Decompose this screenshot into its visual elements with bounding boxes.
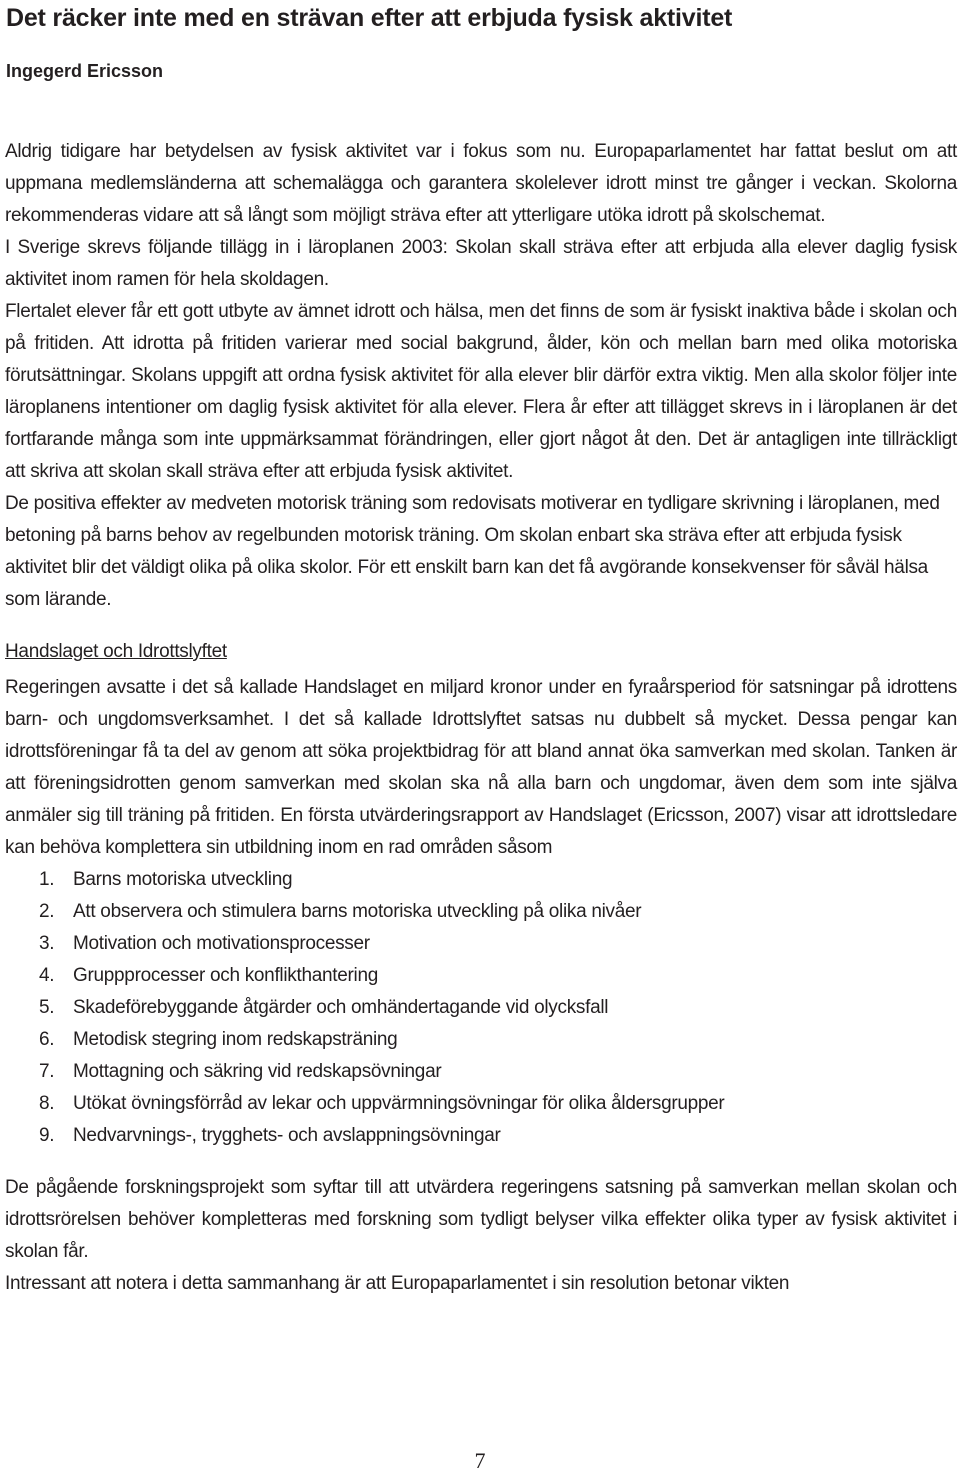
list-number: 1.	[39, 869, 55, 890]
page-number: 7	[474, 1448, 486, 1473]
list-number: 4.	[39, 965, 55, 986]
author-name: Ingegerd Ericsson	[6, 61, 164, 81]
list-number: 2.	[39, 901, 55, 922]
list-item	[39, 992, 957, 1024]
paragraph: I Sverige skrevs följande tillägg in i läroplanen 2003: Skolan skall sträva efter att erbjuda alla elever daglig fysisk aktivitet inom ramen för hela skoldagen.	[5, 237, 957, 290]
list-text: Mottagning och säkring vid redskapsövningar	[73, 1061, 442, 1082]
list-text: Skadeförebyggande åtgärder och omhändertagande vid olycksfall	[73, 997, 609, 1018]
list-text: Utökat övningsförråd av lekar och uppvärmningsövningar för olika åldersgrupper	[73, 1093, 725, 1114]
numbered-list	[5, 864, 957, 1152]
list-item	[39, 1024, 957, 1056]
article-body	[5, 136, 957, 1300]
list-number: 6.	[39, 1029, 55, 1050]
article-title: Det räcker inte med en strävan efter att erbjuda fysisk aktivitet	[6, 4, 733, 32]
list-text: Gruppprocesser och konflikthantering	[73, 965, 378, 986]
list-text: Nedvarvnings-, trygghets- och avslappningsövningar	[73, 1125, 501, 1146]
list-text: Metodisk stegring inom redskapsträning	[73, 1029, 398, 1050]
list-number: 5.	[39, 997, 55, 1018]
list-text: Barns motoriska utveckling	[73, 869, 293, 890]
paragraph: Regeringen avsatte i det så kallade Handslaget en miljard kronor under en fyraårsperiod för satsningar på idrottens barn- och ungdomsverksamhet. I det så kallade Idrottslyftet satsas nu dubbelt så mycket. Dessa pengar kan idrottsföreningar få ta del av genom att söka projektbidrag för att bland annat öka samverkan med skolan. Tanken är att föreningsidrotten genom samverkan med skolan ska nå alla barn och ungdomar, även dem som inte själva anmäler sig till träning på fritiden. En första utvärderingsrapport av Handslaget (Ericsson, 2007) visar att idrottsledare kan behöva komplettera sin utbildning inom en rad områden såsom	[5, 677, 957, 858]
spacer	[5, 1152, 957, 1172]
list-item	[39, 1120, 957, 1152]
list-item	[39, 896, 957, 928]
paragraph: Intressant att notera i detta sammanhang är att Europaparlamentet i sin resolution betonar vikten	[5, 1273, 790, 1294]
paragraph: De pågående forskningsprojekt som syftar till att utvärdera regeringens satsning på samverkan mellan skolan och idrottsrörelsen behöver kompletteras med forskning som tydligt belyser vilka effekter olika typer av fysisk aktivitet i skolan får.	[5, 1177, 957, 1262]
section-heading: Handslaget och Idrottslyftet	[5, 641, 227, 662]
list-number: 8.	[39, 1093, 55, 1114]
list-item	[39, 1056, 957, 1088]
list-item	[39, 960, 957, 992]
paragraph: Flertalet elever får ett gott utbyte av ämnet idrott och hälsa, men det finns de som är fysiskt inaktiva både i skolan och på fritiden. Att idrotta på fritiden varierar med social bakgrund, ålder, kön och mellan barn med olika motoriska förutsättningar. Skolans uppgift att ordna fysisk aktivitet för alla elever blir därför extra viktig. Men alla skolor följer inte läroplanens intentioner om daglig fysisk aktivitet för alla elever. Flera år efter att tillägget skrevs in i läroplanen är det fortfarande många som inte uppmärksammat förändringen, eller gjort något åt den. Det är antagligen inte tillräckligt att skriva att skolan skall sträva efter att erbjuda fysisk aktivitet.	[5, 301, 957, 482]
list-number: 3.	[39, 933, 55, 954]
list-item	[39, 928, 957, 960]
list-item	[39, 864, 957, 896]
list-text: Att observera och stimulera barns motoriska utveckling på olika nivåer	[73, 901, 642, 922]
list-number: 9.	[39, 1125, 55, 1146]
list-number: 7.	[39, 1061, 55, 1082]
paragraph: De positiva effekter av medveten motorisk träning som redovisats motiverar en tydligare skrivning i läroplanen, med betoning på barns behov av regelbunden motorisk träning. Om skolan enbart ska sträva efter att erbjuda fysisk aktivitet blir det väldigt olika på olika skolor. För ett enskilt barn kan det få avgörande konsekvenser för såväl hälsa som lärande.	[5, 493, 940, 610]
list-text: Motivation och motivationsprocesser	[73, 933, 370, 954]
list-item	[39, 1088, 957, 1120]
paragraph: Aldrig tidigare har betydelsen av fysisk aktivitet var i fokus som nu. Europaparlamentet har fattat beslut om att uppmana medlemsländerna att schemalägga och garantera skolelever idrott minst tre gånger i veckan. Skolorna rekommenderas vidare att så långt som möjligt sträva efter att ytterligare utöka idrott på skolschemat.	[5, 141, 957, 226]
